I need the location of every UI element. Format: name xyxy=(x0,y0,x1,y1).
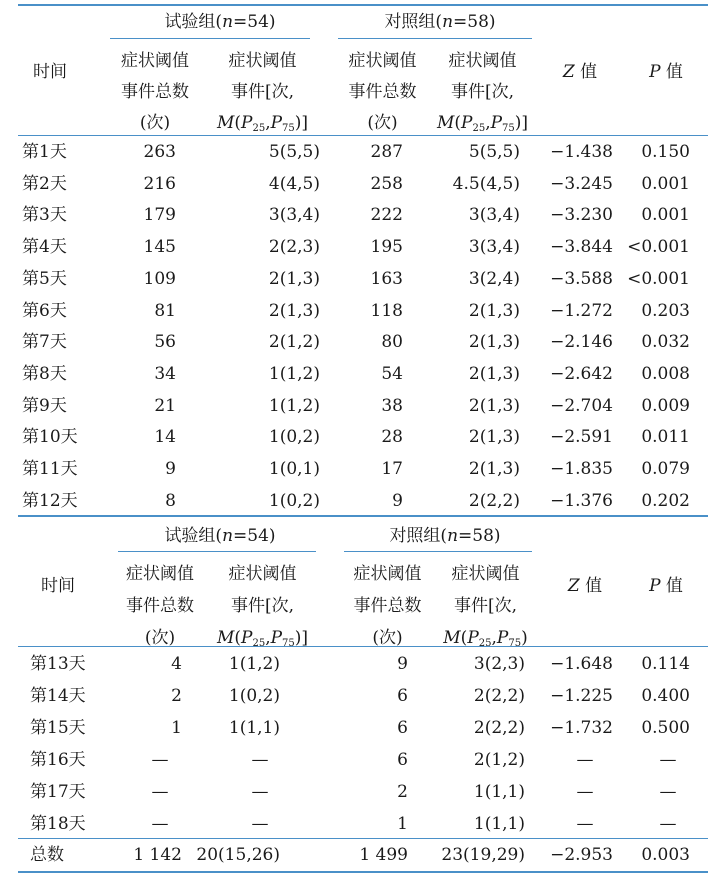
cell-p-value: 0.001 xyxy=(641,205,690,226)
cell-ctrl-median: 2(1,2) xyxy=(473,750,525,770)
cell-z-value: −1.225 xyxy=(550,686,613,706)
group-header-test-2: 试验组(n=54) xyxy=(164,526,276,546)
group-header-test: 试验组(n=54) xyxy=(164,12,276,32)
cell-ctrl-median: 3(3,4) xyxy=(468,237,520,258)
cell-ctrl-median: 3(3,4) xyxy=(468,205,520,226)
cell-p-value: 0.003 xyxy=(641,845,690,865)
cell-z-value: — xyxy=(576,814,594,834)
cell-ctrl-median: 5(5,5) xyxy=(468,142,520,162)
cell-time: 第18天 xyxy=(30,814,86,834)
cell-ctrl-median: 2(2,2) xyxy=(468,490,520,511)
cell-test-median: 1(0,2) xyxy=(268,427,320,448)
cell-test-median: 1(1,2) xyxy=(268,395,320,416)
cell-z-value: −2.591 xyxy=(550,427,613,448)
cell-test-total: 4 xyxy=(171,654,182,674)
cell-time: 第7天 xyxy=(22,332,67,353)
cell-ctrl-total: 9 xyxy=(392,490,403,511)
header-time-2: 时间 xyxy=(41,576,75,596)
header-time: 时间 xyxy=(33,62,67,82)
cell-ctrl-median: 2(1,3) xyxy=(468,332,520,353)
cell-time: 第6天 xyxy=(22,300,67,321)
cell-p-value: — xyxy=(659,750,677,770)
cell-p-value: 0.011 xyxy=(641,427,690,448)
cell-test-median: 1(1,2) xyxy=(268,363,320,384)
cell-time: 第17天 xyxy=(30,782,86,802)
cell-test-median: 1(0,2) xyxy=(268,490,320,511)
cell-time: 第8天 xyxy=(22,363,67,384)
cell-test-median: 2(2,3) xyxy=(268,237,320,258)
cell-time: 第14天 xyxy=(30,686,86,706)
bottom-rule xyxy=(18,871,708,873)
cell-p-value: — xyxy=(659,814,677,834)
subheader-control-total: 症状阈值 事件总数 (次) xyxy=(348,51,417,133)
cell-time: 第15天 xyxy=(30,718,86,738)
header-p-2: P 值 xyxy=(649,576,683,596)
cell-z-value: −2.146 xyxy=(550,332,613,353)
cell-time: 第5天 xyxy=(22,268,67,289)
cell-time: 第3天 xyxy=(22,205,67,226)
cell-test-median: — xyxy=(251,782,269,802)
cell-time: 第13天 xyxy=(30,654,86,674)
cell-z-value: −1.438 xyxy=(550,142,613,162)
group-underline-test-2 xyxy=(118,551,316,552)
cell-test-median: 20(15,26) xyxy=(196,845,280,865)
cell-ctrl-total: 80 xyxy=(381,332,403,353)
cell-test-total: 179 xyxy=(143,205,176,226)
cell-ctrl-median: 3(2,4) xyxy=(468,268,520,289)
cell-time: 第11天 xyxy=(22,459,78,479)
group-header-control-2: 对照组(n=58) xyxy=(389,526,501,546)
group-header-control: 对照组(n=58) xyxy=(384,12,496,32)
cell-test-total: 1 xyxy=(171,718,182,738)
cell-z-value: −3.230 xyxy=(550,205,613,226)
cell-test-total: 9 xyxy=(165,459,176,479)
cell-p-value: 0.079 xyxy=(641,459,690,479)
cell-z-value: −1.648 xyxy=(550,654,613,674)
cell-p-value: 0.203 xyxy=(641,300,690,321)
cell-ctrl-median: 1(1,1) xyxy=(473,782,525,802)
cell-ctrl-total: 2 xyxy=(397,782,408,802)
cell-test-total: 56 xyxy=(154,332,176,353)
cell-test-median: — xyxy=(251,814,269,834)
cell-p-value: 0.032 xyxy=(641,332,690,353)
cell-test-total: 14 xyxy=(154,427,176,448)
cell-p-value: 0.400 xyxy=(641,686,690,706)
cell-time: 第1天 xyxy=(22,142,67,162)
cell-ctrl-median: 2(1,3) xyxy=(468,395,520,416)
subheader-test-median-2: 症状阈值 事件[次, $M(P_{25},P_{75})$] xyxy=(216,564,309,649)
subheader-control-total-2: 症状阈值 事件总数 (次) xyxy=(353,564,422,648)
cell-ctrl-median: 2(2,2) xyxy=(473,686,525,706)
cell-z-value: −3.588 xyxy=(550,268,613,289)
cell-test-median: 4(4,5) xyxy=(268,173,320,194)
cell-test-total: 8 xyxy=(165,490,176,511)
header-rule-2 xyxy=(18,646,708,647)
header-p: P 值 xyxy=(649,62,683,82)
cell-test-median: 1(0,2) xyxy=(228,686,280,706)
cell-p-value: — xyxy=(659,782,677,802)
cell-ctrl-total: 6 xyxy=(397,750,408,770)
cell-test-total: 2 xyxy=(171,686,182,706)
cell-ctrl-median: 2(2,2) xyxy=(473,718,525,738)
cell-ctrl-median: 2(1,3) xyxy=(468,459,520,479)
cell-z-value: −2.704 xyxy=(550,395,613,416)
cell-test-total: 21 xyxy=(154,395,176,416)
cell-test-total: 216 xyxy=(143,173,176,194)
cell-ctrl-median: 3(2,3) xyxy=(473,654,525,674)
group-underline-test xyxy=(110,38,310,39)
header-z: Z 值 xyxy=(562,62,598,82)
cell-test-median: — xyxy=(251,750,269,770)
cell-z-value: −3.844 xyxy=(550,237,613,258)
cell-test-median: 2(1,3) xyxy=(268,268,320,289)
cell-ctrl-total: 1 xyxy=(397,814,408,834)
cell-z-value: −1.272 xyxy=(550,300,613,321)
cell-time: 第12天 xyxy=(22,490,78,511)
cell-test-median: 2(1,3) xyxy=(268,300,320,321)
cell-test-total: — xyxy=(151,782,169,802)
cell-z-value: −2.953 xyxy=(550,845,613,865)
cell-p-value: <0.001 xyxy=(627,237,690,258)
cell-ctrl-median: 23(19,29) xyxy=(441,845,525,865)
cell-ctrl-total: 287 xyxy=(370,142,403,162)
cell-ctrl-total: 54 xyxy=(381,363,403,384)
total-rule xyxy=(18,838,708,839)
cell-ctrl-total: 1 499 xyxy=(359,845,408,865)
cell-test-total: 1 142 xyxy=(133,845,182,865)
cell-test-median: 3(3,4) xyxy=(268,205,320,226)
subheader-control-median-2: 症状阈值 事件[次, $M(P_{25},P_{75})$ xyxy=(443,564,528,649)
cell-ctrl-median: 2(1,3) xyxy=(468,300,520,321)
cell-test-total: — xyxy=(151,750,169,770)
cell-time: 第4天 xyxy=(22,237,67,258)
cell-test-total: — xyxy=(151,814,169,834)
cell-p-value: 0.500 xyxy=(641,718,690,738)
cell-ctrl-total: 195 xyxy=(370,237,403,258)
cell-p-value: 0.114 xyxy=(641,654,690,674)
cell-z-value: −1.376 xyxy=(550,490,613,511)
cell-z-value: −1.835 xyxy=(550,459,613,479)
cell-ctrl-total: 9 xyxy=(397,654,408,674)
cell-test-median: 1(1,2) xyxy=(228,654,280,674)
header-z-2: Z 值 xyxy=(567,576,603,596)
cell-ctrl-total: 17 xyxy=(381,459,403,479)
cell-ctrl-total: 163 xyxy=(370,268,403,289)
group-underline-control-2 xyxy=(344,551,532,552)
cell-ctrl-total: 6 xyxy=(397,686,408,706)
cell-ctrl-total: 38 xyxy=(381,395,403,416)
cell-test-total: 34 xyxy=(154,363,176,384)
cell-ctrl-total: 118 xyxy=(370,300,403,321)
cell-z-value: −3.245 xyxy=(550,173,613,194)
cell-ctrl-median: 2(1,3) xyxy=(468,427,520,448)
cell-p-value: 0.202 xyxy=(641,490,690,511)
cell-p-value: 0.001 xyxy=(641,173,690,194)
subheader-control-median: 症状阈值 事件[次, $M(P_{25},P_{75})$] xyxy=(436,51,529,134)
header-rule-1 xyxy=(18,135,708,136)
cell-z-value: −2.642 xyxy=(550,363,613,384)
cell-time: 第9天 xyxy=(22,395,67,416)
cell-test-median: 5(5,5) xyxy=(268,142,320,162)
section-divider-rule xyxy=(18,515,708,517)
cell-test-median: 1(1,1) xyxy=(228,718,280,738)
cell-test-total: 81 xyxy=(154,300,176,321)
cell-z-value: — xyxy=(576,782,594,802)
cell-ctrl-total: 258 xyxy=(370,173,403,194)
cell-ctrl-total: 28 xyxy=(381,427,403,448)
cell-time: 第16天 xyxy=(30,750,86,770)
cell-ctrl-total: 6 xyxy=(397,718,408,738)
cell-p-value: <0.001 xyxy=(627,268,690,289)
cell-p-value: 0.150 xyxy=(641,142,690,162)
cell-test-median: 1(0,1) xyxy=(268,459,320,479)
group-underline-control xyxy=(338,38,532,39)
cell-test-total: 145 xyxy=(143,237,176,258)
cell-test-median: 2(1,2) xyxy=(268,332,320,353)
subheader-test-total: 症状阈值 事件总数 (次) xyxy=(121,51,189,133)
cell-time: 总数 xyxy=(30,845,64,865)
cell-ctrl-median: 2(1,3) xyxy=(468,363,520,384)
cell-time: 第10天 xyxy=(22,427,78,448)
cell-ctrl-median: 4.5(4,5) xyxy=(452,173,520,194)
cell-test-total: 263 xyxy=(143,142,176,162)
cell-p-value: 0.008 xyxy=(641,363,690,384)
cell-time: 第2天 xyxy=(22,173,67,194)
cell-test-total: 109 xyxy=(143,268,176,289)
cell-ctrl-median: 1(1,1) xyxy=(473,814,525,834)
subheader-test-median: 症状阈值 事件[次, $M(P_{25},P_{75})$] xyxy=(216,51,309,134)
cell-z-value: — xyxy=(576,750,594,770)
cell-z-value: −1.732 xyxy=(550,718,613,738)
top-rule xyxy=(18,4,708,6)
subheader-test-total-2: 症状阈值 事件总数 (次) xyxy=(126,564,194,648)
cell-p-value: 0.009 xyxy=(641,395,690,416)
cell-ctrl-total: 222 xyxy=(370,205,403,226)
